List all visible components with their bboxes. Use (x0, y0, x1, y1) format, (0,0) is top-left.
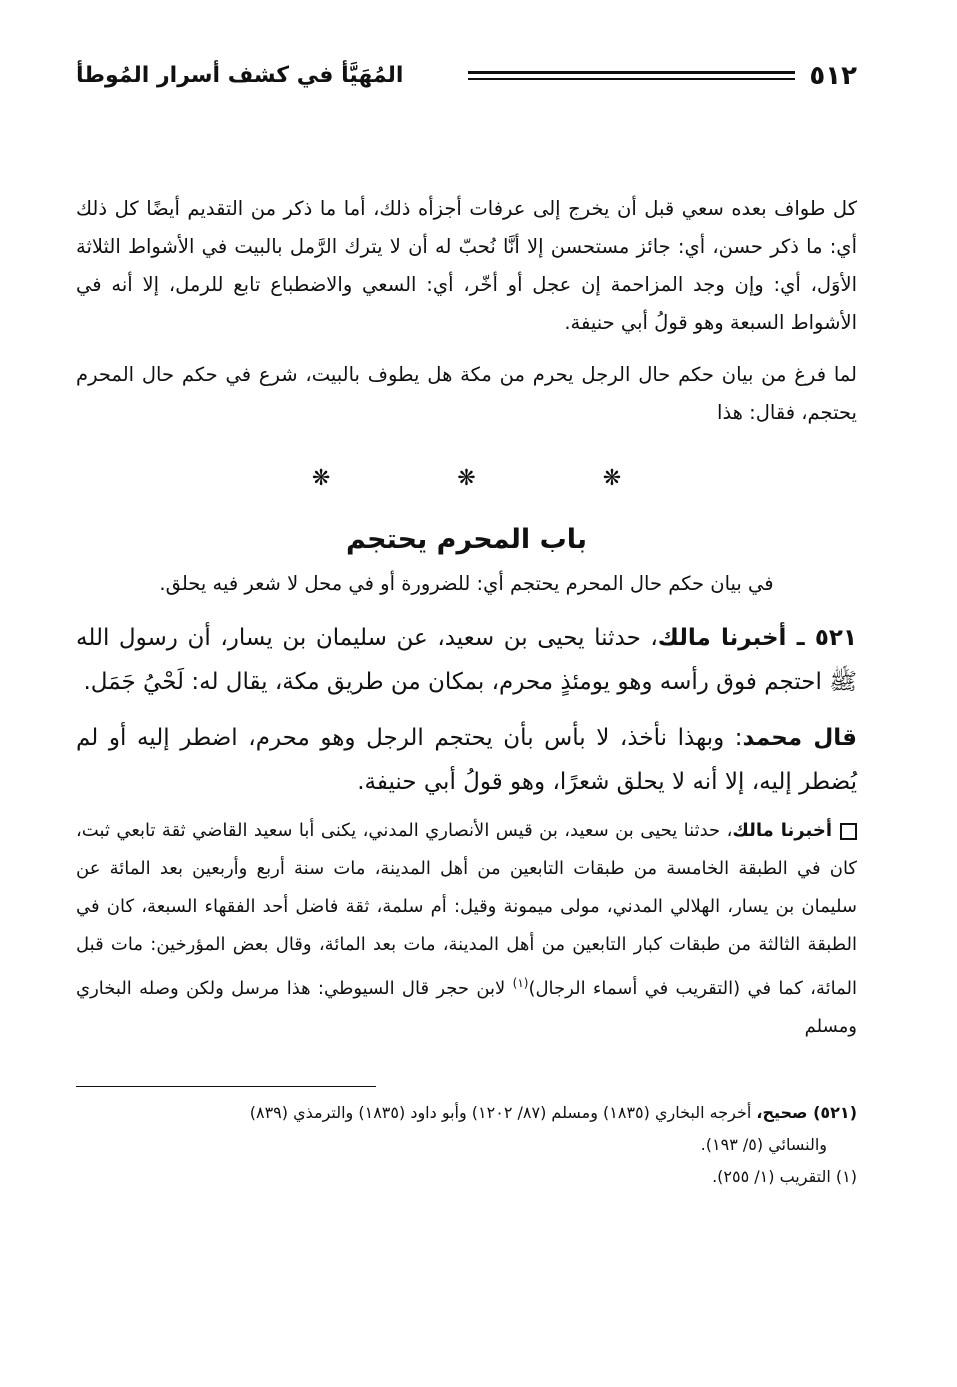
box-icon (840, 823, 857, 840)
section-separator: ❋ ❋ ❋ (311, 466, 682, 491)
qal-muhammad-paragraph (76, 716, 857, 804)
chapter-subtitle: في بيان حكم حال المحرم يحتجم أي: للضرورة أو في محل لا شعر فيه يحلق. (159, 572, 774, 595)
footnote-rule (76, 1086, 376, 1087)
intro-paragraph-2: لما فرغ من بيان حكم حال الرجل يحرم من مكة هل يطوف بالبيت، شرع في حكم حال المحرم يحتجم، فقال: هذا (76, 363, 857, 424)
page-header (76, 58, 857, 98)
header-rule (468, 71, 795, 80)
hadith-number-lead: ٥٢١ ـ أخبرنا مالك (657, 625, 857, 651)
hadith-text: ، حدثنا يحيى بن سعيد، عن سليمان بن يسار، أن رسول الله ﷺ احتجم فوق رأسه وهو يومئذٍ محرم، بمكان من طريق مكة، يقال له: لَحْيُ جَمَل. (76, 625, 857, 695)
hadith-paragraph (76, 616, 857, 704)
page-number: ٥١٢ (809, 61, 857, 91)
footnote-1-line1: أخرجه البخاري (١٨٣٥) ومسلم (٨٧/ ١٢٠٢) وأبو داود (١٨٣٥) والترمذي (٨٣٩) (249, 1103, 757, 1122)
footnotes (76, 1097, 857, 1193)
qal-muhammad-lead: قال محمد (742, 725, 857, 751)
commentary-text-end: لابن حجر قال السيوطي: هذا مرسل ولكن وصله البخاري ومسلم (76, 978, 857, 1037)
footnote-1-cont: والنسائي (٥/ ١٩٣). (700, 1135, 827, 1154)
footnote-ref: (١) (512, 976, 529, 990)
commentary-lead: أخبرنا مالك (732, 820, 832, 841)
running-title: المُهَيَّأ في كشف أسرار المُوطأ (76, 63, 404, 88)
qal-muhammad-text: : وبهذا نأخذ، لا بأس بأن يحتجم الرجل وهو محرم، اضطر إليه أو لم يُضطر إليه، إلا أنه لا يحلق شعرًا، وهو قولُ أبي حنيفة. (76, 725, 857, 795)
commentary-paragraph (76, 812, 857, 1046)
chapter-title: باب المحرم يحتجم (346, 524, 587, 555)
footnote-2: (١) التقريب (١/ ٢٥٥). (712, 1167, 857, 1186)
book-page (76, 58, 857, 1193)
intro-paragraph: كل طواف بعده سعي قبل أن يخرج إلى عرفات أجزأه ذلك، أما ما ذكر من التقديم أيضًا كل ذلك أي: ما ذكر حسن، أي: جائز مستحسن إلا أنَّا نُحبّ له أن لا يترك الرَّمل بالبيت في الأشواط الثلاثة الأوَل، أي: وإن وجد المزاحمة إن عجل أو أخّر، أي: السعي والاضطباع تابع للرمل، إلا أنه في الأشواط السبعة وهو قولُ أبي حنيفة. (76, 197, 857, 334)
commentary-text: ، حدثنا يحيى بن سعيد، بن قيس الأنصاري المدني، يكنى أبا سعيد القاضي ثقة تابعي ثبت، كان في الطبقة الخامسة من طبقات التابعين من أهل المدينة، مات سنة أربع وأربعين بعد المائة عن سليمان بن يسار، الهلالي المدني، مولى ميمونة وقيل: أم سلمة، ثقة فاضل أحد الفقهاء السبعة، كان في الطبقة الثالثة من طبقات كبار التابعين من أهل المدينة، مات بعد المائة، وقال بعض المؤرخين: مات قبل المائة، كما في (التقريب في أسماء الرجال) (76, 820, 857, 999)
footnote-1 (76, 1097, 857, 1129)
footnote-1-lead: (٥٢١) صحيح، (756, 1103, 857, 1122)
